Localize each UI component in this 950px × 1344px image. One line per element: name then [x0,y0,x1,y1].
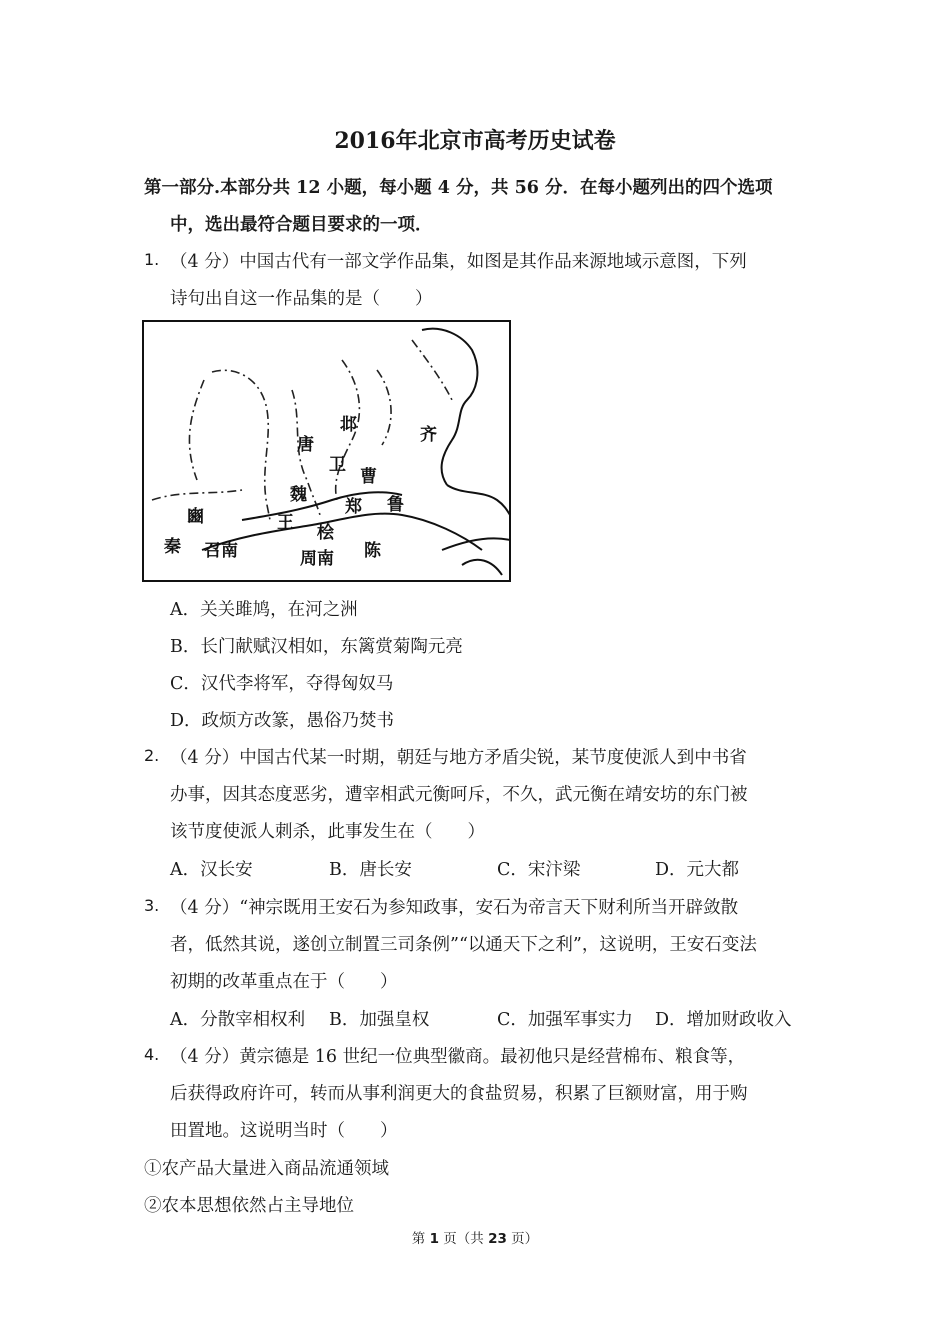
option-c: C．宋汴梁 [497,860,581,880]
question-text-line: 后获得政府许可，转而从事利润更大的食盐贸易，积累了巨额财富，用于购 [170,1084,748,1104]
section-heading-line1: 第一部分.本部分共 12 小题，每小题 4 分，共 56 分．在每小题列出的四个选项 [144,178,773,198]
footer-page-number: 1 [429,1231,439,1247]
question-number: 2. [144,746,160,765]
map-label-tang: 唐 [297,435,314,455]
question-text-line: 办事，因其态度恶劣，遭宰相武元衡呵斥，不久，武元衡在靖安坊的东门被 [170,785,748,805]
page-title: 2016年北京市高考历史试卷 [334,128,616,154]
page-footer [0,1227,950,1247]
question-number: 3. [144,896,160,915]
option-b: B．加强皇权 [329,1010,430,1030]
question-text-line: 诗句出自这一作品集的是（ ） [170,289,433,309]
option-d: D．元大都 [655,860,740,880]
question-text-line: （4 分）中国古代有一部文学作品集，如图是其作品来源地域示意图，下列 [170,252,747,272]
footer-prefix: 第 [411,1231,430,1247]
map-label-cao: 曹 [360,467,377,487]
question-text-line: 田置地。这说明当时（ ） [170,1121,398,1141]
question-number: 4. [144,1045,160,1064]
footer-middle: 页（共 [439,1231,489,1247]
option-a: A．分散宰相权利 [170,1010,306,1030]
option-b: B．长门献赋汉相如，东篱赏菊陶元亮 [170,637,463,657]
map-label-wei: 魏 [290,485,307,505]
statement-2: ②农本思想依然占主导地位 [144,1196,354,1216]
statement-1: ①农产品大量进入商品流通领域 [144,1159,389,1179]
option-d: D．政烦方改篆，愚俗乃焚书 [170,711,395,731]
question-text-line: （4 分）黄宗德是 16 世纪一位典型徽商。最初他只是经营棉布、粮食等， [170,1047,746,1067]
question-text-line: 者，低然其说，遂创立制置三司条例”“以通天下之利”，这说明，王安石变法 [170,935,757,955]
footer-suffix: 页） [506,1231,539,1247]
map-label-qin: 秦 [164,537,181,557]
map-label-kuai: 桧 [317,523,334,543]
region-map-figure [142,320,511,582]
map-label-bin: 豳 [187,507,204,527]
map-label-bei: 邶 [340,415,357,435]
option-c: C．汉代李将军，夺得匈奴马 [170,674,394,694]
map-label-wang: 王 [277,513,294,533]
map-label-wei-state: 卫 [329,455,346,475]
option-b: B．唐长安 [329,860,412,880]
map-label-qi: 齐 [420,425,437,445]
question-text-line: （4 分）“神宗既用王安石为参知政事，安石为帝言天下财利所当开辟敛散 [170,898,739,918]
question-text-line: （4 分）中国古代某一时期，朝廷与地方矛盾尖锐，某节度使派人到中书省 [170,748,747,768]
option-d: D．增加财政收入 [655,1010,792,1030]
question-number: 1. [144,250,160,269]
map-label-chen: 陈 [364,541,381,561]
map-label-zheng: 郑 [345,497,362,517]
map-label-zhaonan: 召南 [204,541,238,561]
section-heading-line2: 中，选出最符合题目要求的一项． [170,215,433,235]
option-a: A．汉长安 [170,860,253,880]
option-a: A．关关雎鸠，在河之洲 [170,600,358,620]
map-label-lu: 鲁 [387,495,404,515]
footer-total-pages: 23 [488,1231,507,1247]
option-c: C．加强军事实力 [497,1010,633,1030]
map-label-zhounan: 周南 [300,549,334,569]
question-text-line: 该节度使派人刺杀，此事发生在（ ） [170,822,485,842]
question-text-line: 初期的改革重点在于（ ） [170,972,398,992]
